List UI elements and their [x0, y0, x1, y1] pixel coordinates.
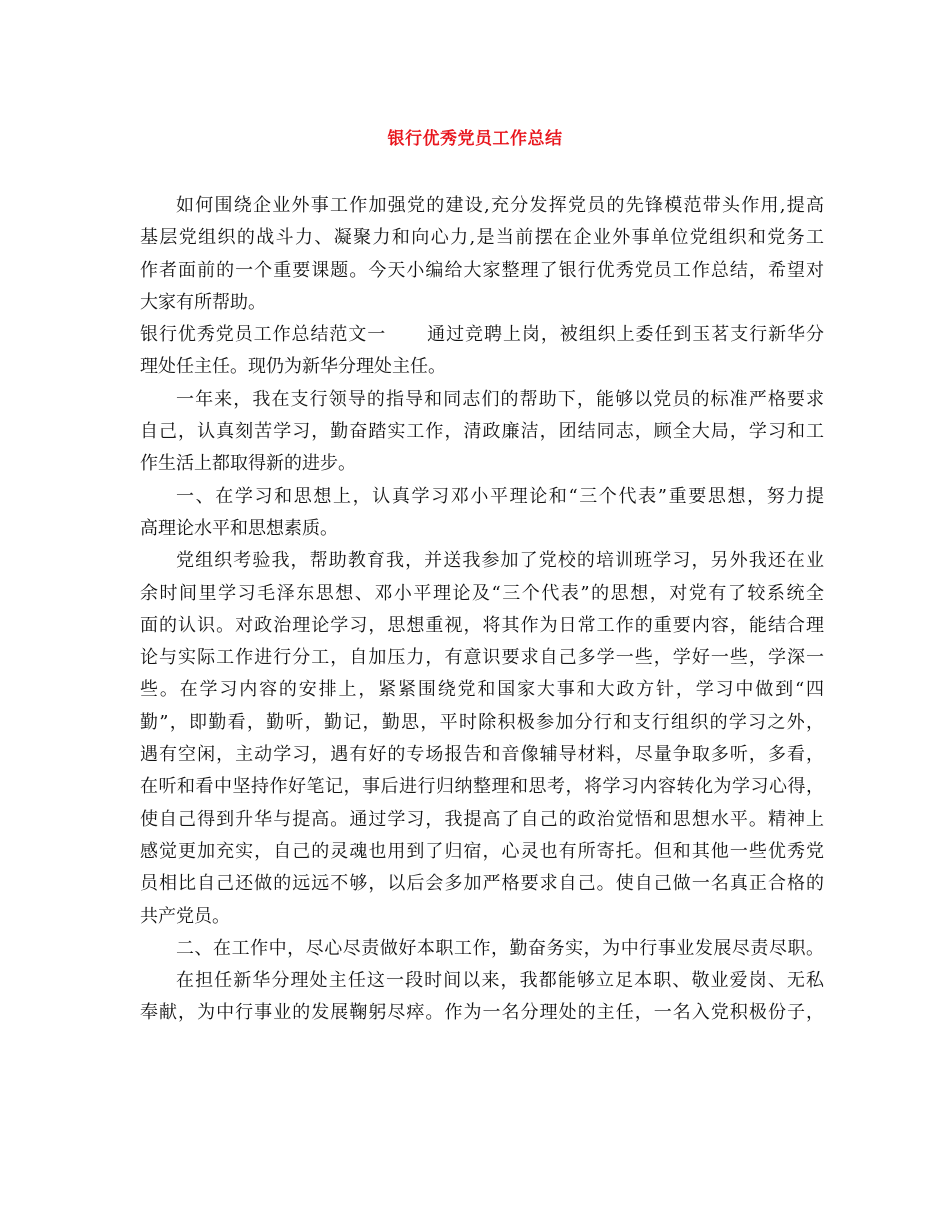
text-line: 基层党组织的战斗力、凝聚力和向心力,是当前摆在企业外事单位党组织和党务工 — [140, 227, 824, 249]
section-heading: 银行优秀党员工作总结范文一 — [140, 324, 387, 346]
text-line: 高理论水平和思想素质。 — [140, 517, 338, 539]
text-line: 余时间里学习毛泽东思想、邓小平理论及“三个代表”的思想，对党有了较系统全 — [140, 582, 824, 604]
text-line: 面的认识。对政治理论学习，思想重视，将其作为日常工作的重要内容，能结合理 — [140, 614, 824, 636]
text-line: 些。在学习内容的安排上，紧紧围绕党和国家大事和大政方针，学习中做到“四 — [140, 679, 824, 701]
text-line: 理处任主任。现仍为新华分理处主任。 — [140, 356, 446, 378]
text-line: 论与实际工作进行分工，自加压力，有意识要求自己多学一些，学好一些，学深一 — [140, 647, 824, 669]
text-line: 作者面前的一个重要课题。今天小编给大家整理了银行优秀党员工作总结，希望对 — [140, 259, 824, 281]
text-line: 自己，认真刻苦学习，勤奋踏实工作，清政廉洁，团结同志，顾全大局，学习和工 — [140, 421, 824, 443]
text-line: 党组织考验我，帮助教育我，并送我参加了党校的培训班学习，另外我还在业 — [176, 550, 824, 572]
text-line — [140, 319, 824, 351]
text-line: 遇有空闲，主动学习，遇有好的专场报告和音像辅导材料，尽量争取多听，多看， — [140, 744, 824, 766]
document-title: 银行优秀党员工作总结 — [387, 129, 563, 149]
document-body — [140, 190, 824, 1030]
text-line: 奉献，为中行事业的发展鞠躬尽瘁。作为一名分理处的主任，一名入党积极份子， — [140, 1002, 824, 1024]
text-line: 如何围绕企业外事工作加强党的建设,充分发挥党员的先锋模范带头作用,提高 — [176, 195, 824, 216]
text-line: 勤”，即勤看，勤听，勤记，勤思，平时除积极参加分行和支行组织的学习之外， — [140, 711, 824, 733]
text-line: 在听和看中坚持作好笔记，事后进行归纳整理和思考，将学习内容转化为学习心得， — [140, 776, 824, 798]
text-line: 一年来，我在支行领导的指导和同志们的帮助下，能够以党员的标准严格要求 — [176, 388, 824, 410]
text-line: 二、在工作中，尽心尽责做好本职工作，勤奋务实，为中行事业发展尽责尽职。 — [176, 937, 824, 959]
text-line: 一、在学习和思想上，认真学习邓小平理论和“三个代表”重要思想，努力提 — [176, 485, 824, 507]
text-line: 感觉更加充实，自己的灵魂也用到了归宿，心灵也有所寄托。但和其他一些优秀党 — [140, 840, 824, 862]
text-line: 在担任新华分理处主任这一段时间以来，我都能够立足本职、敬业爱岗、无私 — [176, 970, 824, 992]
text-line: 员相比自己还做的远远不够，以后会多加严格要求自己。使自己做一名真正合格的 — [140, 873, 824, 895]
text-line: 大家有所帮助。 — [140, 291, 266, 313]
text-line-segment: 通过竞聘上岗，被组织上委任到玉茗支行新华分 — [426, 324, 824, 346]
text-line: 作生活上都取得新的进步。 — [140, 453, 356, 475]
text-line: 使自己得到升华与提高。通过学习，我提高了自己的政治觉悟和思想水平。精神上 — [140, 808, 824, 830]
text-line: 共产党员。 — [140, 905, 230, 927]
